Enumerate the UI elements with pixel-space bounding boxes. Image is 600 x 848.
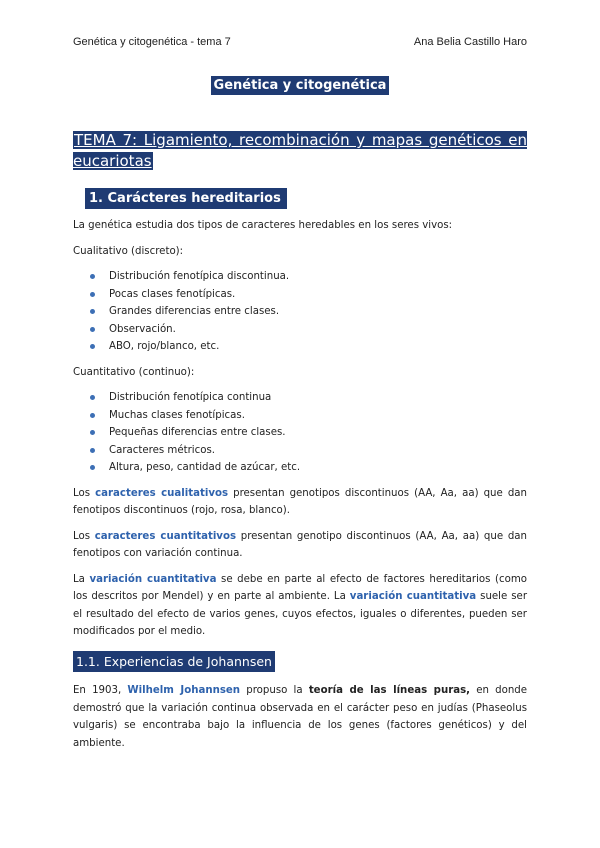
- tema-title: TEMA 7: Ligamiento, recombinación y mapas genéticos en eucariotas: [73, 131, 527, 170]
- list-item: Observación.: [90, 321, 527, 339]
- text: suele ser el resultado del efecto de varios genes, cuyos efectos, iguales o diferentes, pueden ser modificados por el medio.: [73, 591, 528, 637]
- document-body: [73, 217, 527, 760]
- highlight-term: caracteres cualitativos: [95, 487, 229, 499]
- johannsen-paragraph: [73, 682, 527, 752]
- highlight-term: caracteres cuantitativos: [94, 530, 237, 542]
- variation-paragraph: [73, 571, 527, 641]
- subsection-title: 1.1. Experiencias de Johannsen: [73, 651, 275, 672]
- list-item: Distribución fenotípica discontinua.: [90, 268, 527, 286]
- text: se debe en parte al efecto de factores hereditarios (como los descritos por Mendel) y en parte al ambiente. La: [73, 573, 527, 602]
- qualitative-label: Cualitativo (discreto):: [73, 245, 184, 257]
- quantitative-list: [73, 389, 527, 477]
- page-header: [73, 36, 527, 48]
- list-item: Pequeñas diferencias entre clases.: [90, 424, 527, 442]
- text: propuso la: [240, 685, 309, 696]
- list-item: Distribución fenotípica continua: [90, 389, 527, 407]
- text: presentan genotipos discontinuos (AA, Aa, aa) que dan fenotipos discontinuos (rojo, rosa, blanco).: [73, 487, 527, 516]
- header-course: Genética y citogenética - tema 7: [73, 36, 231, 48]
- list-item: Muchas clases fenotípicas.: [90, 407, 527, 425]
- text: En 1903,: [73, 685, 128, 696]
- bold-term: teoría de las líneas puras,: [308, 685, 471, 696]
- list-item: Caracteres métricos.: [90, 442, 527, 460]
- text: Los: [73, 487, 96, 499]
- header-author: Ana Belia Castillo Haro: [413, 36, 527, 48]
- highlight-term: variación cuantitativa: [89, 573, 217, 585]
- text: en donde demostró que la variación continua observada en el carácter peso en judías (Phaseolus vulgaris) se encontraba bajo la influencia de los genes (factores genéticos) y del ambiente.: [73, 685, 528, 749]
- highlight-term: Wilhelm Johannsen: [127, 685, 241, 696]
- quantitative-label: Cuantitativo (continuo):: [73, 366, 195, 378]
- subject-title-block: [0, 74, 600, 93]
- intro-paragraph: La genética estudia dos tipos de caracteres heredables en los seres vivos:: [73, 220, 453, 231]
- subject-title: Genética y citogenética: [211, 76, 390, 95]
- list-item: Grandes diferencias entre clases.: [90, 303, 527, 321]
- tema-title-block: [73, 130, 527, 172]
- qualitative-paragraph: [73, 485, 527, 520]
- list-item: Pocas clases fenotípicas.: [90, 286, 527, 304]
- list-item: Altura, peso, cantidad de azúcar, etc.: [90, 459, 527, 477]
- text: Los: [73, 530, 95, 542]
- section-title: 1. Carácteres hereditarios: [85, 188, 287, 209]
- quantitative-paragraph: [73, 528, 527, 563]
- section-heading: [85, 187, 287, 206]
- highlight-term: variación cuantitativa: [349, 591, 477, 602]
- subsection-heading: [73, 653, 527, 673]
- qualitative-list: [73, 268, 527, 356]
- text: La: [73, 573, 90, 585]
- text: presentan genotipo discontinuos (AA, Aa, aa) que dan fenotipos con variación continua.: [73, 530, 527, 559]
- list-item: ABO, rojo/blanco, etc.: [90, 338, 527, 356]
